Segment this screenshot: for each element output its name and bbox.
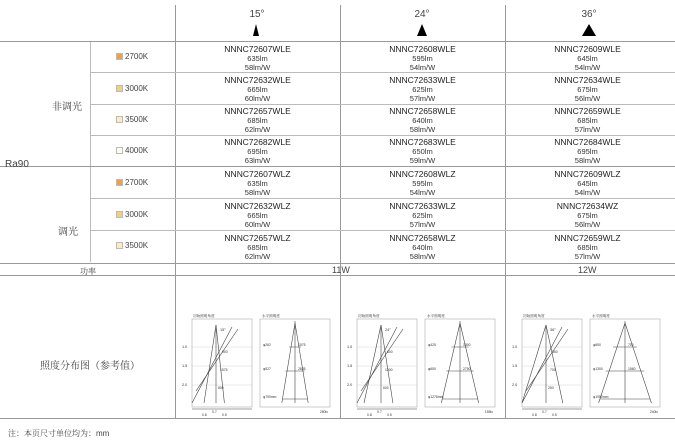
beam-edge-line: [599, 323, 625, 403]
product-cell: NNNC72682WLE 695lm 63lm/W: [224, 137, 291, 165]
beam-edge-line: [364, 325, 381, 403]
right-panel-title: 水平照明度: [592, 314, 610, 318]
beam-edge-line: [381, 325, 393, 403]
distribution-svg: [178, 311, 334, 417]
distribution-svg: [508, 311, 664, 417]
left-panel-title: 初始照明角度: [523, 314, 545, 318]
product-cell: NNNC72607WLE 635lm 58lm/W: [224, 44, 291, 72]
product-cell: NNNC72609WLZ 645lm 54lm/W: [554, 169, 621, 197]
distribution-svg: [343, 311, 499, 417]
product-cell: NNNC72658WLE 640lm 58lm/W: [389, 106, 456, 134]
product-cell: NNNC72658WLZ 640lm 58lm/W: [389, 233, 456, 261]
lux-label: 800: [218, 386, 224, 390]
lux-label: 700: [628, 343, 634, 347]
scale-label: 0.8: [202, 413, 207, 417]
y-tick-label: 2.0: [347, 383, 353, 387]
ra90-label: Ra90: [5, 159, 29, 170]
beam-angle-label: 24°: [385, 328, 391, 332]
distribution-diagram-15: [178, 311, 334, 417]
beam-angle-label: 36°: [550, 328, 556, 332]
scale-label: 0.5: [552, 413, 557, 417]
product-cell: NNNC72632WLZ 665lm 60lm/W: [224, 201, 291, 229]
left-panel-title: 初始照明角度: [358, 314, 380, 318]
lux-label: 600: [383, 386, 389, 390]
lux-label: 1300: [385, 368, 393, 372]
diameter-label: φ650: [428, 367, 436, 371]
beam-edge-line: [526, 329, 568, 391]
diameter-label: φ790mm: [263, 395, 277, 399]
y-tick-label: 1.0: [182, 345, 188, 349]
lux-label: 1560: [628, 367, 636, 371]
y-tick-label: 1.0: [512, 345, 518, 349]
cct-4000k-non-dimming: 4000K: [116, 146, 148, 155]
product-cell: NNNC72633WLZ 625lm 57lm/W: [389, 201, 456, 229]
bottom-lux-label: 155lx: [484, 410, 493, 414]
product-cell: NNNC72657WLZ 685lm 62lm/W: [224, 233, 291, 261]
product-cell: NNNC72608WLZ 595lm 54lm/W: [389, 169, 456, 197]
medium-beam-triangle-icon: [417, 24, 427, 36]
scale-label: 0.8: [367, 413, 372, 417]
power-label: 功率: [80, 267, 96, 276]
beam-edge-line: [192, 327, 232, 403]
y-tick-label: 1.5: [182, 364, 188, 368]
beam-edge-line: [216, 325, 224, 403]
cct-2700k-dimming: 2700K: [116, 178, 148, 187]
lux-label: 700: [550, 368, 556, 372]
y-tick-label: 1.0: [347, 345, 353, 349]
wide-beam-triangle-icon: [582, 24, 596, 36]
product-cell: NNNC72633WLE 625lm 57lm/W: [389, 75, 456, 103]
scale-label: 0.7: [212, 410, 217, 414]
beam-edge-line: [196, 329, 238, 391]
beam-edge-line: [460, 323, 479, 403]
product-cell: NNNC72607WLZ 635lm 58lm/W: [224, 169, 291, 197]
beam-edge-line: [625, 323, 651, 403]
distribution-diagram-36: [508, 311, 664, 417]
diameter-label: φ1300: [593, 367, 603, 371]
cct-3000k-dimming: 3000K: [116, 210, 148, 219]
y-tick-label: 1.5: [347, 364, 353, 368]
color-swatch: [116, 147, 123, 154]
lux-label: 250: [548, 386, 554, 390]
scale-label: 0.7: [542, 410, 547, 414]
color-swatch: [116, 53, 123, 60]
product-cell: NNNC72659WLE 685lm 57lm/W: [554, 106, 621, 134]
color-swatch: [116, 116, 123, 123]
y-tick-label: 2.0: [512, 383, 518, 387]
product-cell: NNNC72632WLE 665lm 60lm/W: [224, 75, 291, 103]
group-label-non-dimming: 非调光: [52, 102, 82, 113]
diameter-label: φ527: [263, 367, 271, 371]
color-swatch: [116, 85, 123, 92]
beam-angle-24: 24°: [414, 9, 430, 20]
left-panel-title: 初始照明角度: [193, 314, 215, 318]
right-panel-title: 水平照明度: [262, 314, 280, 318]
right-panel-title: 水平照明度: [427, 314, 445, 318]
narrow-beam-triangle-icon: [253, 24, 259, 36]
beam-edge-line: [361, 329, 403, 391]
left-panel-frame: [522, 319, 582, 407]
diameter-label: φ425: [428, 343, 436, 347]
product-cell: NNNC72634WZ 675lm 56lm/W: [556, 201, 619, 229]
lux-label: 1300: [463, 343, 471, 347]
bottom-lux-label: 240lx: [649, 410, 658, 414]
scale-label: 0.5: [222, 413, 227, 417]
group-label-dimming: 调光: [58, 227, 78, 238]
product-cell: NNNC72657WLE 685lm 62lm/W: [224, 106, 291, 134]
scale-label: 0.5: [387, 413, 392, 417]
lux-label: 900: [222, 350, 228, 354]
beam-edge-line: [282, 323, 295, 403]
diameter-label: φ262: [263, 343, 271, 347]
left-panel-frame: [192, 319, 252, 407]
product-cell: NNNC72634WLE 675lm 56lm/W: [554, 75, 621, 103]
diameter-label: φ1275mm: [428, 395, 444, 399]
distribution-diagram-24: [343, 311, 499, 417]
cct-3500k-non-dimming: 3500K: [116, 115, 148, 124]
product-cell: NNNC72608WLE 595lm 54lm/W: [389, 44, 456, 72]
product-cell: NNNC72659WLZ 685lm 57lm/W: [554, 233, 621, 261]
cct-3000k-non-dimming: 3000K: [116, 84, 148, 93]
scale-label: 0.8: [532, 413, 537, 417]
y-tick-label: 1.5: [512, 364, 518, 368]
diameter-label: φ1950mm: [593, 395, 609, 399]
lux-label: 350: [552, 350, 558, 354]
lux-label: 2750: [463, 367, 471, 371]
lux-label: 1575: [220, 368, 228, 372]
cct-2700k-non-dimming: 2700K: [116, 52, 148, 61]
lux-label: 600: [387, 350, 393, 354]
y-tick-label: 2.0: [182, 383, 188, 387]
product-cell: NNNC72609WLE 645lm 54lm/W: [554, 44, 621, 72]
diameter-label: φ650: [593, 343, 601, 347]
footnote: 注：本页尺寸单位均为：mm: [8, 429, 110, 438]
beam-angle-label: 15°: [220, 328, 226, 332]
color-swatch: [116, 211, 123, 218]
beam-angle-36: 36°: [581, 9, 597, 20]
lux-label: 2835: [298, 367, 306, 371]
product-cell: NNNC72684WLE 695lm 58lm/W: [554, 137, 621, 165]
distribution-label: 照度分布图（参考值）: [40, 361, 140, 372]
beam-edge-line: [546, 325, 563, 403]
product-cell: NNNC72683WLE 650lm 59lm/W: [389, 137, 456, 165]
beam-edge-line: [295, 323, 308, 403]
cct-3500k-dimming: 3500K: [116, 241, 148, 250]
scale-label: 0.7: [377, 410, 382, 414]
beam-edge-line: [441, 323, 460, 403]
lux-label: 1575: [298, 343, 306, 347]
color-swatch: [116, 179, 123, 186]
power-value-12w: 12W: [578, 265, 597, 275]
bottom-lux-label: 280lx: [319, 410, 328, 414]
color-swatch: [116, 242, 123, 249]
beam-angle-15: 15°: [249, 9, 265, 20]
power-value-11w: 11W: [332, 265, 350, 275]
